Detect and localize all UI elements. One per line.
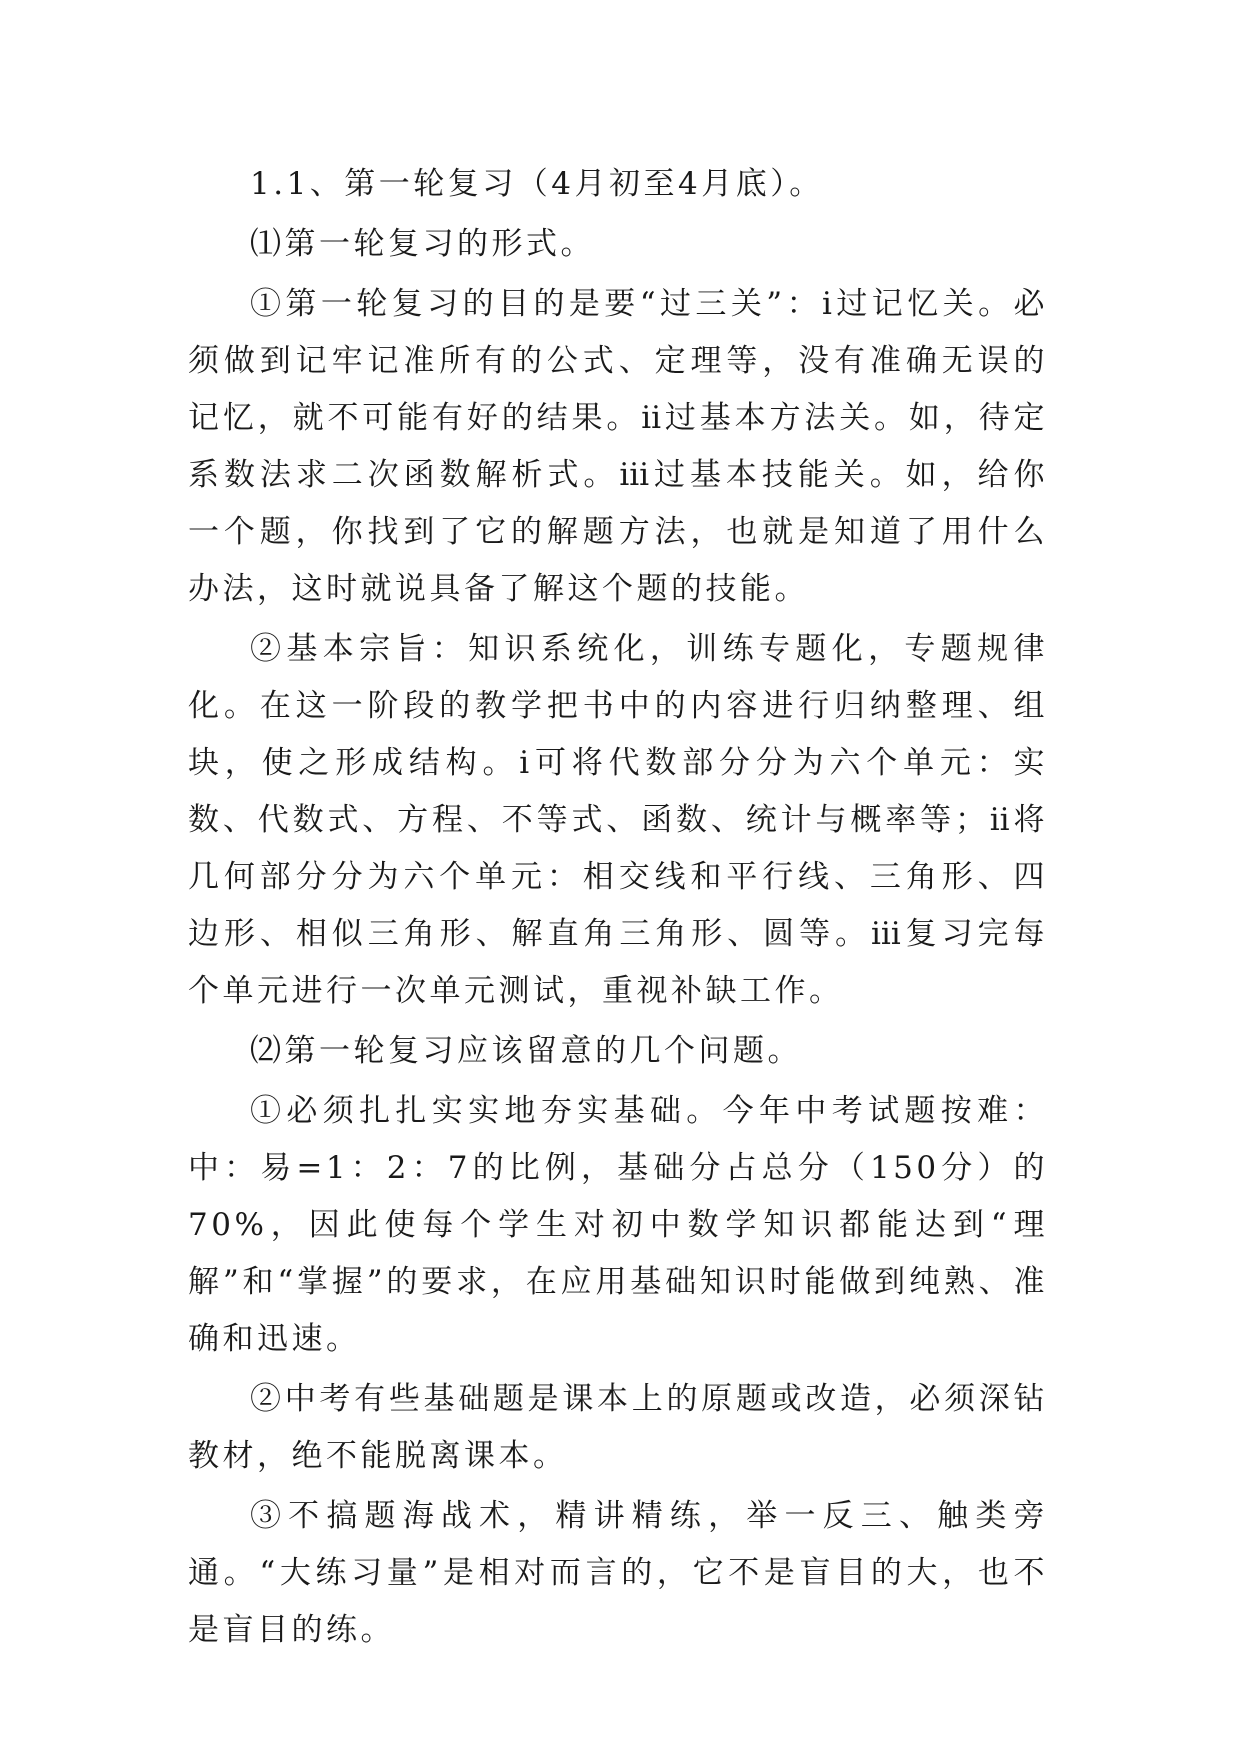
body-paragraph: ①必须扎扎实实地夯实基础。今年中考试题按难：中：易=1：2：7的比例，基础分占总分（150分）的70%，因此使每个学生对初中数学知识都能达到“理解”和“掌握”的要求，在应用基础知识时能做到纯熟、准确和迅速。 <box>188 1093 1048 1357</box>
document-body <box>188 156 1048 1662</box>
section-heading: 1.1、第一轮复习（4月初至4月底）。 <box>250 166 824 202</box>
subsection-heading: ⑵第一轮复习应该留意的几个问题。 <box>250 1033 802 1069</box>
subsection-heading: ⑴第一轮复习的形式。 <box>250 226 595 262</box>
body-paragraph: ③不搞题海战术，精讲精练，举一反三、触类旁通。“大练习量”是相对而言的，它不是盲目的大，也不是盲目的练。 <box>188 1498 1048 1648</box>
body-paragraph: ②基本宗旨：知识系统化，训练专题化，专题规律化。在这一阶段的教学把书中的内容进行归纳整理、组块，使之形成结构。ⅰ可将代数部分分为六个单元：实数、代数式、方程、不等式、函数、统计与概率等；ⅱ将几何部分分为六个单元：相交线和平行线、三角形、四边形、相似三角形、解直角三角形、圆等。ⅲ复习完每个单元进行一次单元测试，重视补缺工作。 <box>188 631 1048 1009</box>
body-paragraph: ①第一轮复习的目的是要“过三关”：ⅰ过记忆关。必须做到记牢记准所有的公式、定理等，没有准确无误的记忆，就不可能有好的结果。ⅱ过基本方法关。如，待定系数法求二次函数解析式。ⅲ过基本技能关。如，给你一个题，你找到了它的解题方法，也就是知道了用什么办法，这时就说具备了解这个题的技能。 <box>188 286 1048 607</box>
body-paragraph: ②中考有些基础题是课本上的原题或改造，必须深钻教材，绝不能脱离课本。 <box>188 1381 1048 1474</box>
